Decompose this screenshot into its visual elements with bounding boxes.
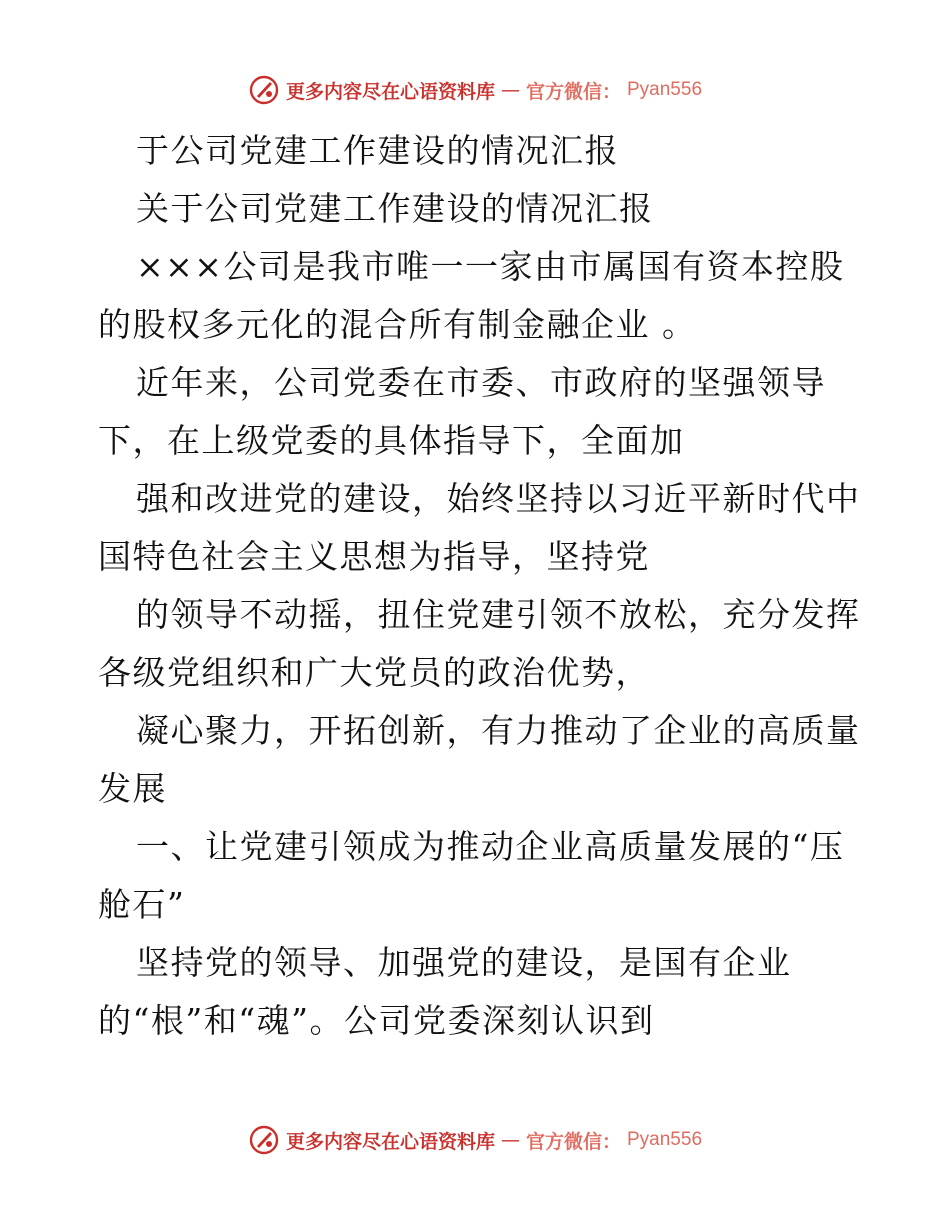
doc-line-10: 各级党组织和广大党员的政治优势， <box>98 653 650 692</box>
doc-line-16: 的“根”和“魂”。公司党委深刻认识到 <box>98 1001 655 1040</box>
quill-logo-icon <box>248 74 280 106</box>
doc-line-3: ×××公司是我市唯一一家由市属国有资本控股 <box>136 247 845 286</box>
header-dash: — <box>500 79 520 101</box>
footer-wechat-label: 官方微信： <box>525 1130 621 1153</box>
header-wechat-label: 官方微信： <box>525 80 621 103</box>
header-wechat-id: Pyan556 <box>627 79 703 100</box>
header-brand-text: 更多内容尽在心语资料库 <box>285 80 495 103</box>
doc-line-15: 坚持党的领导、加强党的建设，是国有企业 <box>136 943 792 982</box>
doc-line-2: 关于公司党建工作建设的情况汇报 <box>136 189 654 228</box>
footer-banner <box>0 1122 950 1158</box>
footer-dash: — <box>500 1129 520 1151</box>
doc-line-7: 强和改进党的建设，始终坚持以习近平新时代中 <box>136 479 861 518</box>
doc-line-14: 舱石” <box>98 885 186 924</box>
footer-banner-inner <box>248 1124 702 1156</box>
header-banner <box>0 72 950 108</box>
doc-line-5: 近年来，公司党委在市委、市政府的坚强领导 <box>136 363 826 402</box>
doc-line-8: 国特色社会主义思想为指导，坚持党 <box>98 537 650 576</box>
doc-line-13: 一、让党建引领成为推动企业高质量发展的“压 <box>136 827 845 866</box>
footer-wechat-id: Pyan556 <box>627 1129 703 1150</box>
doc-line-11: 凝心聚力，开拓创新，有力推动了企业的高质量 <box>136 711 861 750</box>
doc-line-12: 发展 <box>98 769 167 808</box>
document-body <box>98 122 861 1050</box>
doc-line-1: 于公司党建工作建设的情况汇报 <box>136 131 619 170</box>
doc-line-9: 的领导不动摇，扭住党建引领不放松，充分发挥 <box>136 595 861 634</box>
footer-brand-text: 更多内容尽在心语资料库 <box>285 1130 495 1153</box>
doc-line-4: 的股权多元化的混合所有制金融企业 。 <box>98 305 697 344</box>
header-banner-inner <box>248 74 702 106</box>
quill-logo-icon <box>248 1124 280 1156</box>
doc-line-6: 下，在上级党委的具体指导下，全面加 <box>98 421 685 460</box>
